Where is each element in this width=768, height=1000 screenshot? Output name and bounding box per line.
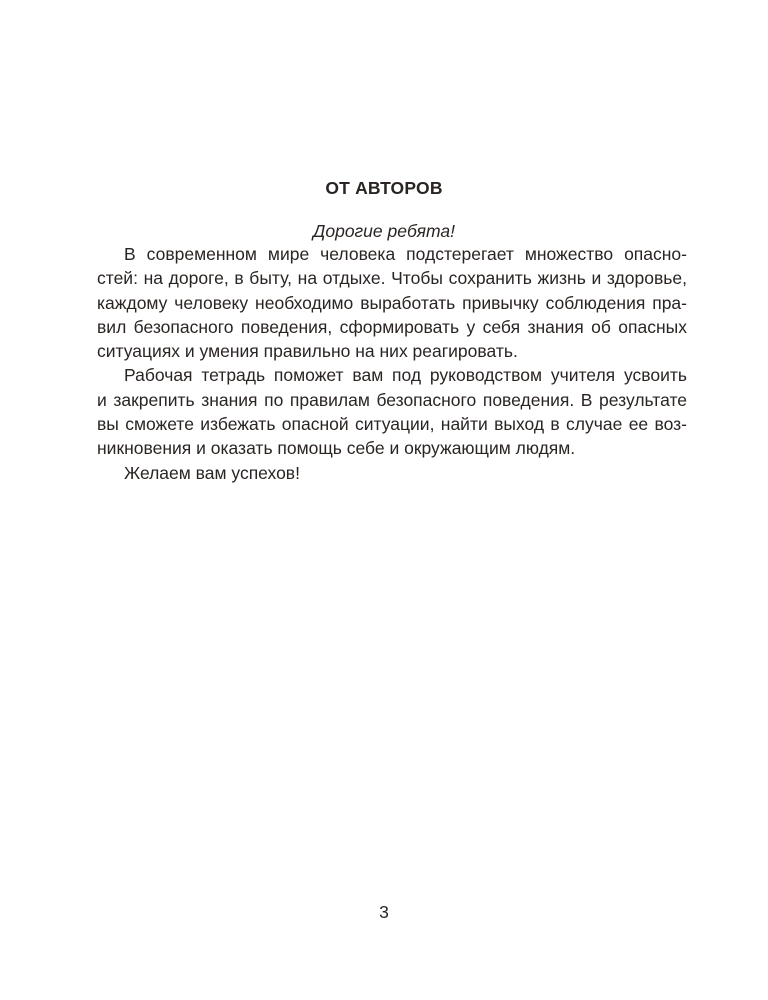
- text-line: вы сможете избежать опасной ситуации, найти выход в случае ее воз-: [97, 414, 687, 435]
- text-line: В современном мире человека подстерегает множество опасно-: [124, 244, 687, 264]
- paragraph-1: [97, 242, 687, 363]
- text-line: Рабочая тетрадь поможет вам под руководством учителя усвоить: [124, 365, 687, 386]
- paragraph-2: [97, 363, 687, 460]
- body-text: [97, 242, 687, 485]
- text-line: Желаем вам успехов!: [124, 462, 300, 483]
- greeting: Дорогие ребята!: [313, 221, 455, 241]
- text-line: ситуациях и умения правильно на них реагировать.: [97, 341, 518, 362]
- text-line: каждому человеку необходимо выработать привычку соблюдения пра-: [97, 292, 687, 313]
- text-line: и закрепить знания по правилам безопасного поведения. В результате: [97, 389, 687, 410]
- text-line: стей: на дороге, в быту, на отдыхе. Чтобы сохранить жизнь и здоровье,: [97, 268, 687, 289]
- page-number: 3: [379, 902, 389, 922]
- text-line: вил безопасного поведения, сформировать у себя знания об опасных: [97, 316, 687, 337]
- paragraph-3: [97, 461, 687, 485]
- text-line: никновения и оказать помощь себе и окружающим людям.: [97, 438, 576, 459]
- page-title: ОТ АВТОРОВ: [325, 178, 443, 198]
